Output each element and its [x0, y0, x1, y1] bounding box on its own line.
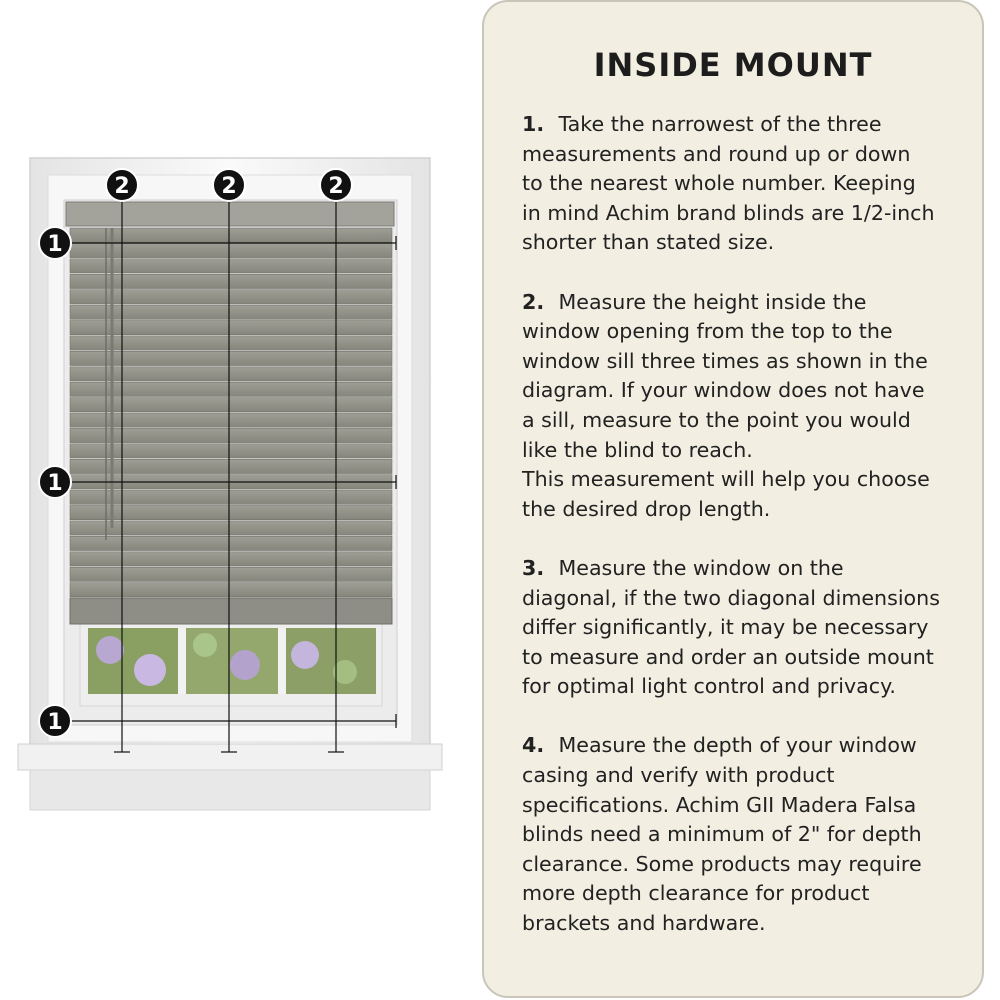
blind-slat [70, 506, 392, 520]
instruction-steps [522, 110, 974, 968]
blind-slat [70, 428, 392, 442]
step-number: 1. [522, 112, 545, 136]
step-text: Measure the window on the diagonal, if the two diagonal dimensions differ significantly, it may be necessary to measure and order an outside mount for optimal light control and privacy. [522, 555, 940, 699]
window-sill [18, 744, 442, 770]
blind-slat [70, 536, 392, 550]
blind-slat [70, 552, 392, 566]
blind-bottom-rail [70, 598, 392, 624]
step-2 [522, 288, 974, 525]
blind-slat [70, 398, 392, 412]
svg-text:2: 2 [328, 174, 344, 199]
blind-slat [70, 351, 392, 365]
height-marker [320, 169, 352, 201]
blind-slat [70, 321, 392, 335]
blind-slat [70, 259, 392, 273]
blind-slat [70, 413, 392, 427]
blind-slat [70, 444, 392, 458]
svg-text:2: 2 [114, 174, 130, 199]
blind-slat [70, 459, 392, 473]
svg-text:1: 1 [47, 471, 63, 496]
blind-slat [70, 583, 392, 597]
blind-slat [70, 382, 392, 396]
blind-slat [70, 243, 392, 257]
step-text: Take the narrowest of the three measurements and round up or down to the nearest whole number. Keeping in mind Achim brand blinds are 1/2-inch shorter than stated size. [522, 112, 935, 255]
height-marker [213, 169, 245, 201]
inside-mount-panel [482, 0, 984, 998]
step-number: 3. [522, 555, 545, 580]
blind-slat [70, 290, 392, 304]
blind-slat [70, 567, 392, 581]
blind-slat [70, 228, 392, 242]
blind-slat [70, 521, 392, 535]
window-apron [30, 770, 430, 810]
blind-slat [70, 274, 392, 288]
svg-text:1: 1 [47, 232, 63, 257]
step-number: 2. [522, 289, 545, 314]
svg-text:1: 1 [47, 710, 63, 735]
svg-text:2: 2 [221, 174, 237, 199]
step-1 [522, 110, 974, 258]
blind-slat [70, 367, 392, 381]
window-glass [80, 622, 382, 706]
blind-slat [70, 305, 392, 319]
step-3 [522, 554, 974, 702]
step-text: Measure the depth of your window casing and verify with product specifications. Achim GII Madera Falsa blinds need a minimum of 2" for depth clearance. Some products may require more depth clearance for product brackets and hardware. [522, 733, 922, 936]
window-blind [66, 202, 394, 624]
window-measurement-diagram [0, 0, 470, 1000]
width-marker [39, 705, 71, 737]
blind-slat [70, 336, 392, 350]
panel-title: INSIDE MOUNT [593, 46, 873, 84]
width-marker [39, 227, 71, 259]
blind-slat [70, 490, 392, 504]
blind-headrail [66, 202, 394, 226]
height-marker [106, 169, 138, 201]
width-marker [39, 466, 71, 498]
step-text: Measure the height inside the window opening from the top to the window sill three times as shown in the diagram. If your window does not have a sill, measure to the point you would like the blind to reach. This measurement will help you choose the desired drop length. [522, 289, 930, 521]
step-number: 4. [522, 733, 545, 758]
step-4 [522, 731, 974, 938]
